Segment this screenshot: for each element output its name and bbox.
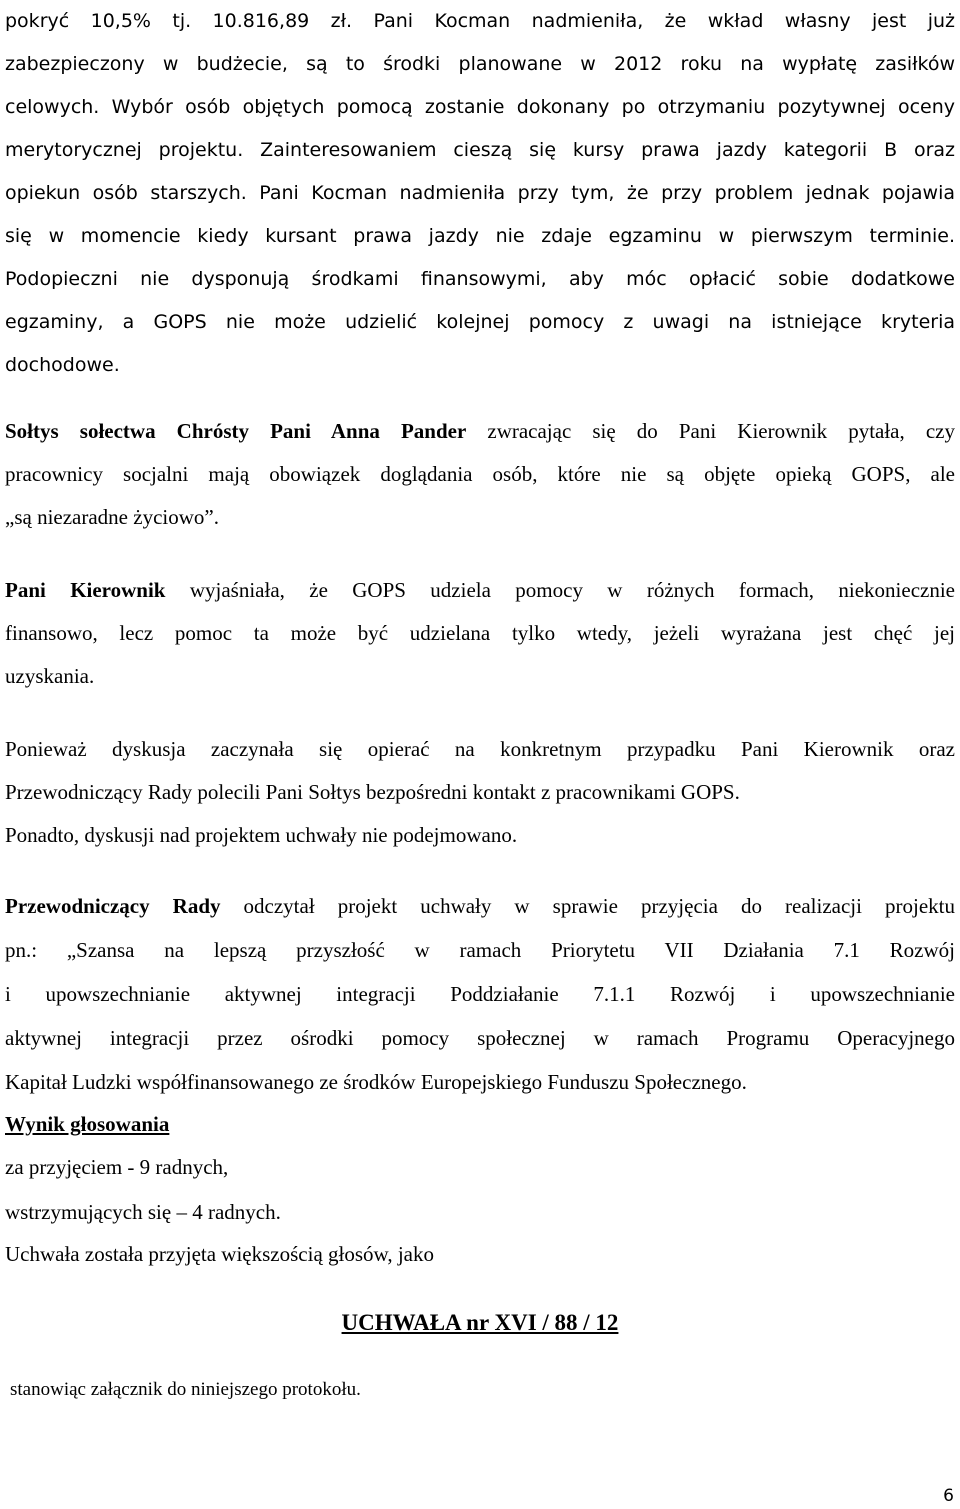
text-line: Podopieczni nie dysponują środkami finansowymi, aby móc opłacić sobie dodatkowe — [5, 268, 955, 290]
text-line: uzyskania. — [5, 664, 95, 688]
text-line: aktywnej integracji przez ośrodki pomocy społecznej w ramach Programu Operacyjnego — [5, 1026, 955, 1050]
vote-abstain: wstrzymujących się – 4 radnych. — [5, 1200, 281, 1224]
text-line: zabezpieczony w budżecie, są to środki planowane w 2012 roku na wypłatę zasiłków — [5, 53, 955, 75]
text-span: wyjaśniała, że GOPS udziela pomocy w różnych formach, niekoniecznie — [165, 578, 955, 602]
speaker-name: Sołtys sołectwa Chrósty Pani Anna Pander — [5, 419, 467, 443]
text-line: celowych. Wybór osób objętych pomocą zostanie dokonany po otrzymaniu pozytywnej oceny — [5, 96, 955, 118]
speaker-name: Przewodniczący Rady — [5, 894, 221, 918]
vote-section — [5, 1104, 955, 1274]
text-line — [5, 569, 955, 612]
vote-for: za przyjęciem - 9 radnych, — [5, 1155, 229, 1179]
text-line: pracownicy socjalni mają obowiązek doglądania osób, które nie są objęte opieką GOPS, ale — [5, 462, 955, 486]
paragraph-soltys — [5, 410, 955, 539]
text-span: zwracając się do Pani Kierownik pytała, czy — [466, 419, 955, 443]
text-line: Ponadto, dyskusji nad projektem uchwały nie podejmowano. — [5, 823, 518, 847]
closing-block — [10, 1376, 960, 1404]
resolution-title: UCHWAŁA nr XVI / 88 / 12 — [341, 1310, 619, 1335]
paragraph-dyskusja — [5, 728, 955, 857]
text-line: Przewodniczący Rady polecili Pani Sołtys bezpośredni kontakt z pracownikami GOPS. — [5, 780, 740, 804]
page-number: 6 — [943, 1486, 954, 1506]
text-line: i upowszechnianie aktywnej integracji Poddziałanie 7.1.1 Rozwój i upowszechnianie — [5, 982, 955, 1006]
text-line — [5, 410, 955, 453]
text-line: merytorycznej projektu. Zainteresowaniem cieszą się kursy prawa jazdy kategorii B oraz — [5, 139, 955, 161]
text-span: odczytał projekt uchwały w sprawie przyjęcia do realizacji projektu — [220, 894, 955, 918]
paragraph-kierownik — [5, 569, 955, 698]
paragraph-kocman — [5, 0, 955, 387]
text-line: pokryć 10,5% tj. 10.816,89 zł. Pani Kocman nadmieniła, że wkład własny jest już — [5, 10, 955, 32]
closing-text: stanowiąc załącznik do niniejszego protokołu. — [10, 1379, 361, 1400]
text-line: dochodowe. — [5, 354, 120, 376]
text-line: finansowo, lecz pomoc ta może być udzielana tylko wtedy, jeżeli wyrażana jest chęć jej — [5, 621, 955, 645]
text-line: egzaminy, a GOPS nie może udzielić kolejnej pomocy z uwagi na istniejące kryteria — [5, 311, 955, 333]
paragraph-przewodniczacy — [5, 885, 955, 1104]
text-line: Ponieważ dyskusja zaczynała się opierać na konkretnym przypadku Pani Kierownik oraz — [5, 737, 955, 761]
text-line: „są niezaradne życiowo”. — [5, 505, 219, 529]
text-line: pn.: „Szansa na lepszą przyszłość w ramach Priorytetu VII Działania 7.1 Rozwój — [5, 938, 955, 962]
text-line — [5, 885, 955, 928]
text-line: się w momencie kiedy kursant prawa jazdy nie zdaje egzaminu w pierwszym terminie. — [5, 225, 955, 247]
text-line: Kapitał Ludzki współfinansowanego ze środków Europejskiego Funduszu Społecznego. — [5, 1070, 747, 1094]
text-line: opiekun osób starszych. Pani Kocman nadmieniła przy tym, że przy problem jednak pojawia — [5, 182, 955, 204]
speaker-name: Pani Kierownik — [5, 578, 166, 602]
vote-result: Uchwała została przyjęta większością głosów, jako — [5, 1242, 434, 1266]
vote-heading: Wynik głosowania — [5, 1112, 170, 1136]
